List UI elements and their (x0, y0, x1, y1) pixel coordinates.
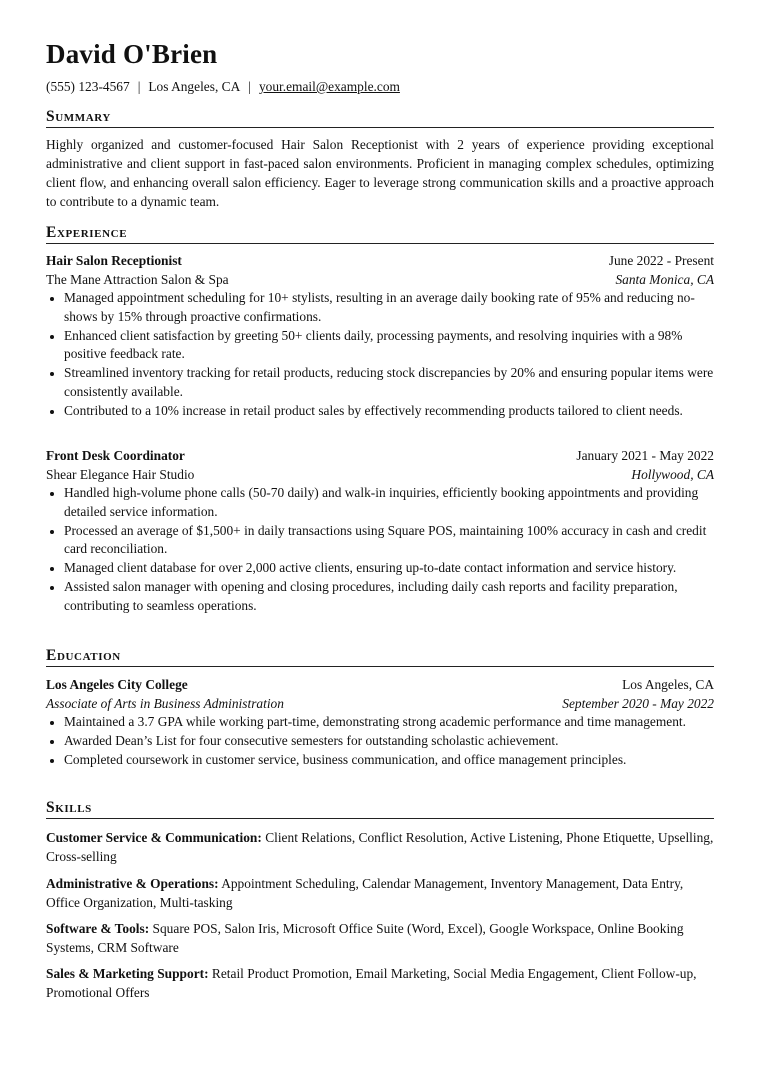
list-item: Enhanced client satisfaction by greeting 50+ clients daily, processing payments, and resolving inquiries with a 98% positive feedback rate. (46, 327, 714, 365)
job-location: Hollywood, CA (631, 467, 714, 482)
skill-label: Administrative & Operations: (46, 876, 219, 891)
separator: | (137, 79, 141, 94)
job-dates: January 2021 - May 2022 (576, 448, 714, 463)
job-location: Santa Monica, CA (615, 272, 714, 287)
skill-group (46, 874, 714, 912)
job-bullets (46, 484, 714, 616)
summary-text: Highly organized and customer-focused Hair Salon Receptionist with 2 years of experience providing exceptional administrative and client support in fast-paced salon environments. Proficient in managing complex schedules, optimizing client flow, and enhancing overall salon efficiency. Eager to leverage strong communication skills and a proactive approach to contribute to a dynamic team. (46, 137, 714, 209)
skill-group (46, 964, 714, 1002)
education-heading: Education (46, 646, 714, 667)
degree: Associate of Arts in Business Administration (46, 696, 284, 711)
list-item: Processed an average of $1,500+ in daily transactions using Square POS, maintaining 100% accuracy in cash and credit card reconciliation. (46, 522, 714, 560)
skill-label: Software & Tools: (46, 921, 150, 936)
skill-group (46, 919, 714, 957)
summary-heading: Summary (46, 107, 714, 128)
separator: | (248, 79, 251, 94)
skill-text: Client Relations, Conflict Resolution, Active Listening, Phone Etiquette, Upselling, Cross-selling (46, 830, 714, 864)
job-header (46, 251, 714, 270)
list-item: Contributed to a 10% increase in retail product sales by effectively recommending products tailored to client needs. (46, 402, 714, 421)
education-dates: September 2020 - May 2022 (562, 696, 714, 711)
job-role: Hair Salon Receptionist (46, 253, 182, 268)
job-dates: June 2022 - Present (608, 253, 714, 268)
list-item: Streamlined inventory tracking for retail products, reducing stock discrepancies by 20% and ensuring popular items were consistently available. (46, 364, 714, 402)
job-company: The Mane Attraction Salon & Spa (46, 272, 229, 287)
email-link[interactable]: your.email@example.com (258, 79, 400, 94)
school-name: Los Angeles City College (46, 677, 188, 692)
job-bullets (46, 289, 714, 421)
list-item: Managed appointment scheduling for 10+ stylists, resulting in an average daily booking rate of 95% and reducing no-shows by 15% through proactive confirmations. (46, 289, 714, 327)
contact-line (46, 78, 400, 95)
job-subheader (46, 465, 714, 484)
list-item: Managed client database for over 2,000 active clients, ensuring up-to-date contact information and service history. (46, 559, 714, 578)
skill-text: Appointment Scheduling, Calendar Management, Inventory Management, Data Entry, Office Organization, Multi-tasking (46, 876, 684, 910)
phone-number: (555) 123-4567 (46, 79, 130, 94)
skill-text: Retail Product Promotion, Email Marketing, Social Media Engagement, Client Follow-up, Promotional Offers (46, 966, 697, 1000)
education-subheader (46, 694, 714, 713)
experience-heading: Experience (46, 223, 714, 244)
skill-label: Sales & Marketing Support: (46, 966, 209, 981)
location: Los Angeles, CA (148, 79, 241, 94)
education-header (46, 675, 714, 694)
candidate-name: David O'Brien (46, 39, 218, 69)
list-item: Assisted salon manager with opening and closing procedures, including daily cash reports and facility preparation, contributing to seamless operations. (46, 578, 714, 616)
skill-label: Customer Service & Communication: (46, 830, 262, 845)
job-header (46, 446, 714, 465)
list-item: Completed coursework in customer service, business communication, and office management principles. (46, 751, 714, 770)
job-role: Front Desk Coordinator (46, 448, 185, 463)
list-item: Handled high-volume phone calls (50-70 daily) and walk-in inquiries, efficiently booking appointments and providing detailed service information. (46, 484, 714, 522)
skill-group (46, 828, 714, 866)
education-bullets (46, 713, 714, 769)
skills-heading: Skills (46, 798, 714, 819)
list-item: Awarded Dean’s List for four consecutive semesters for outstanding scholastic achievement. (46, 732, 714, 751)
skill-text: Square POS, Salon Iris, Microsoft Office Suite (Word, Excel), Google Workspace, Online Booking Systems, CRM Software (46, 921, 684, 955)
job-company: Shear Elegance Hair Studio (46, 467, 195, 482)
list-item: Maintained a 3.7 GPA while working part-time, demonstrating strong academic performance and time management. (46, 713, 714, 732)
job-subheader (46, 270, 714, 289)
school-location: Los Angeles, CA (622, 677, 714, 692)
